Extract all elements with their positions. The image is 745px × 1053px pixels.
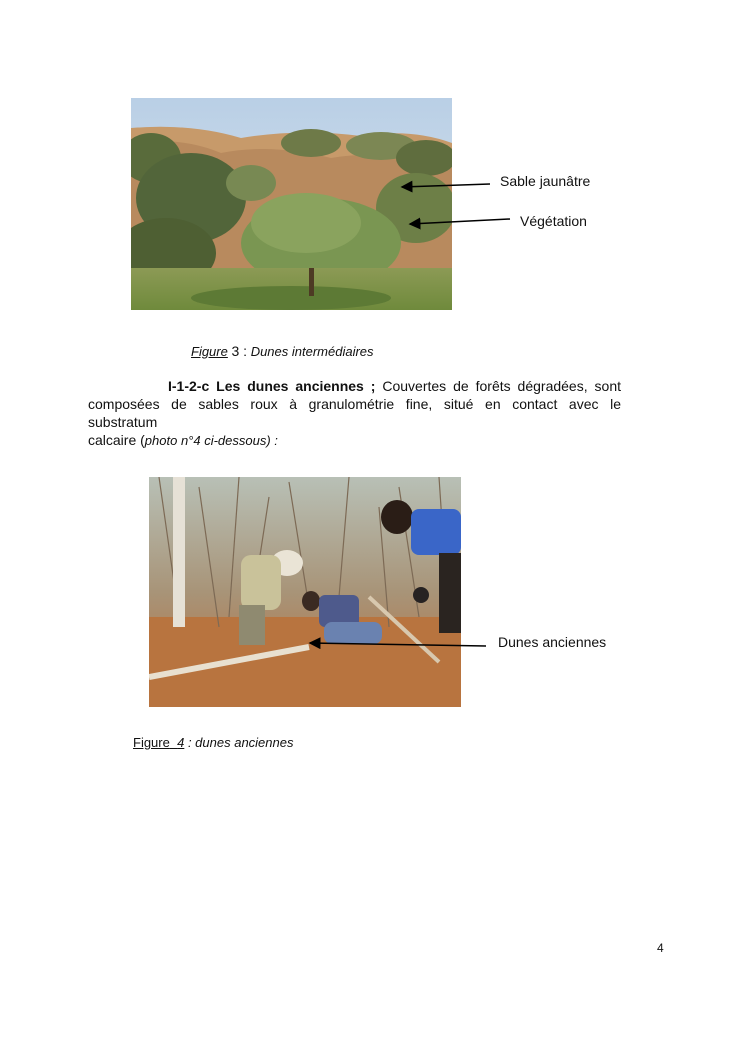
section-text-line2: composées de sables roux à granulométrie fine, situé en contact avec le <box>88 396 621 412</box>
figure4-caption <box>133 735 293 750</box>
figure4-caption-title: : dunes anciennes <box>187 735 294 750</box>
figure4-caption-number: 4 <box>177 735 185 750</box>
section-text-line4: calcaire ( <box>88 432 145 448</box>
section-paragraph <box>88 377 621 450</box>
vegetation-label: Végétation <box>520 213 587 229</box>
figure4-caption-word: Figure 4 <box>133 735 185 750</box>
figure3-caption-number: 3 : <box>231 343 248 359</box>
figure3-caption-word: Figure <box>191 344 228 359</box>
figure3-caption-title: Dunes intermédiaires <box>250 344 374 359</box>
section-text-line3: substratum <box>88 414 158 430</box>
section-text-line1: Couvertes de forêts dégradées, sont <box>382 378 621 394</box>
sand-arrow <box>402 184 490 187</box>
old-dunes-label: Dunes anciennes <box>498 634 607 650</box>
old-dunes-arrow <box>310 643 486 646</box>
section-text-line4-italic: photo n°4 ci-dessous) : <box>144 433 278 448</box>
vegetation-arrow <box>410 219 510 224</box>
figure3-caption <box>191 343 374 359</box>
section-heading: I-1-2-c Les dunes anciennes ; <box>168 378 376 394</box>
sand-label: Sable jaunâtre <box>500 173 591 189</box>
page-number: 4 <box>657 941 664 955</box>
